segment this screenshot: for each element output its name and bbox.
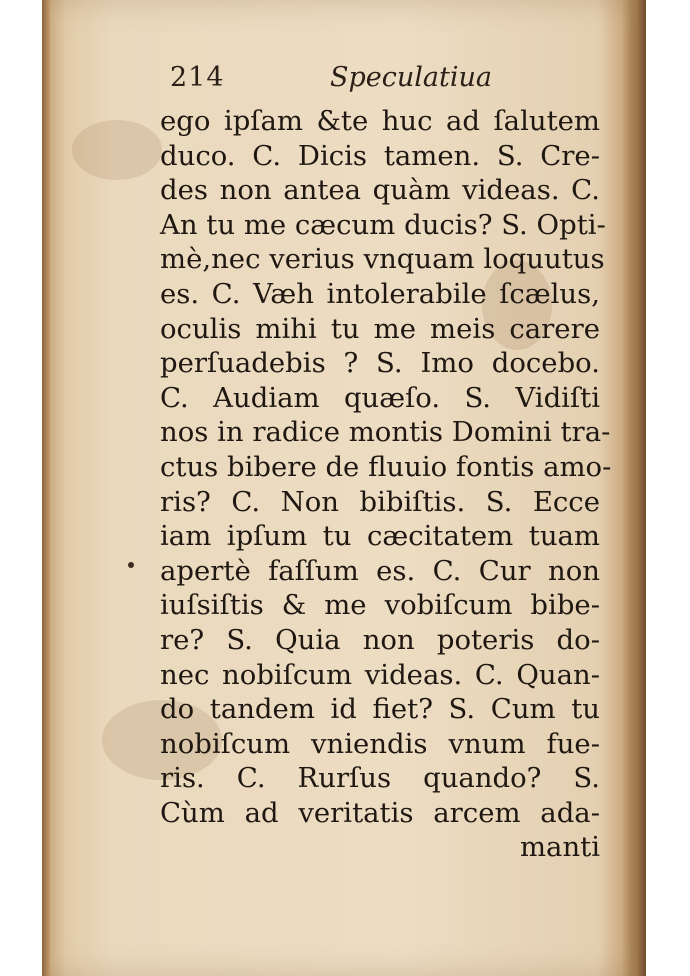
text-line: des non antea quàm videas. C.: [160, 174, 600, 207]
text-line: nos in radice montis Domini tra-: [160, 416, 611, 449]
text-line: do tandem id fiet? S. Cum tu: [160, 693, 600, 726]
text-line: apertè faſſum es. C. Cur non: [160, 554, 600, 587]
running-head-title: Speculatiua: [330, 62, 492, 93]
text-line: ris? C. Non bibiſtis. S. Ecce: [160, 485, 600, 518]
page-number: 214: [170, 62, 225, 93]
text-line: ego ipſam &te huc ad ſalutem: [160, 105, 600, 137]
catchword: manti: [519, 831, 600, 864]
text-line: es. C. Væh intolerabile ſcælus,: [160, 277, 600, 310]
page-gutter-edge: [42, 0, 50, 976]
text-line: Cùm ad veritatis arcem ada-: [160, 796, 600, 829]
text-line: iuſsiſtis & me vobiſcum bibe-: [160, 589, 600, 622]
text-line: nec nobiſcum videas. C. Quan-: [160, 658, 600, 691]
running-header: [170, 62, 510, 102]
ink-speck: [128, 562, 134, 568]
body-text: [160, 104, 612, 865]
text-line: perſuadebis ? S. Imo docebo.: [160, 347, 600, 380]
text-line: ris. C. Rurſus quando? S.: [160, 762, 600, 795]
text-line: iam ipſum tu cæcitatem tuam: [160, 520, 600, 553]
text-line: ctus bibere de fluuio fontis amo-: [160, 450, 612, 483]
text-line: mè,nec verius vnquam loquutus: [160, 243, 605, 276]
paper-stain: [72, 120, 162, 180]
text-line: nobiſcum vniendis vnum fue-: [160, 727, 600, 760]
text-line: An tu me cæcum ducis? S. Opti-: [160, 208, 606, 241]
text-line: duco. C. Dicis tamen. S. Cre-: [160, 139, 600, 172]
text-line: oculis mihi tu me meis carere: [160, 312, 600, 345]
text-line: re? S. Quia non poteris do-: [160, 623, 600, 656]
text-line: C. Audiam quæſo. S. Vidiſti: [160, 381, 600, 414]
page-fore-edge: [622, 0, 646, 976]
